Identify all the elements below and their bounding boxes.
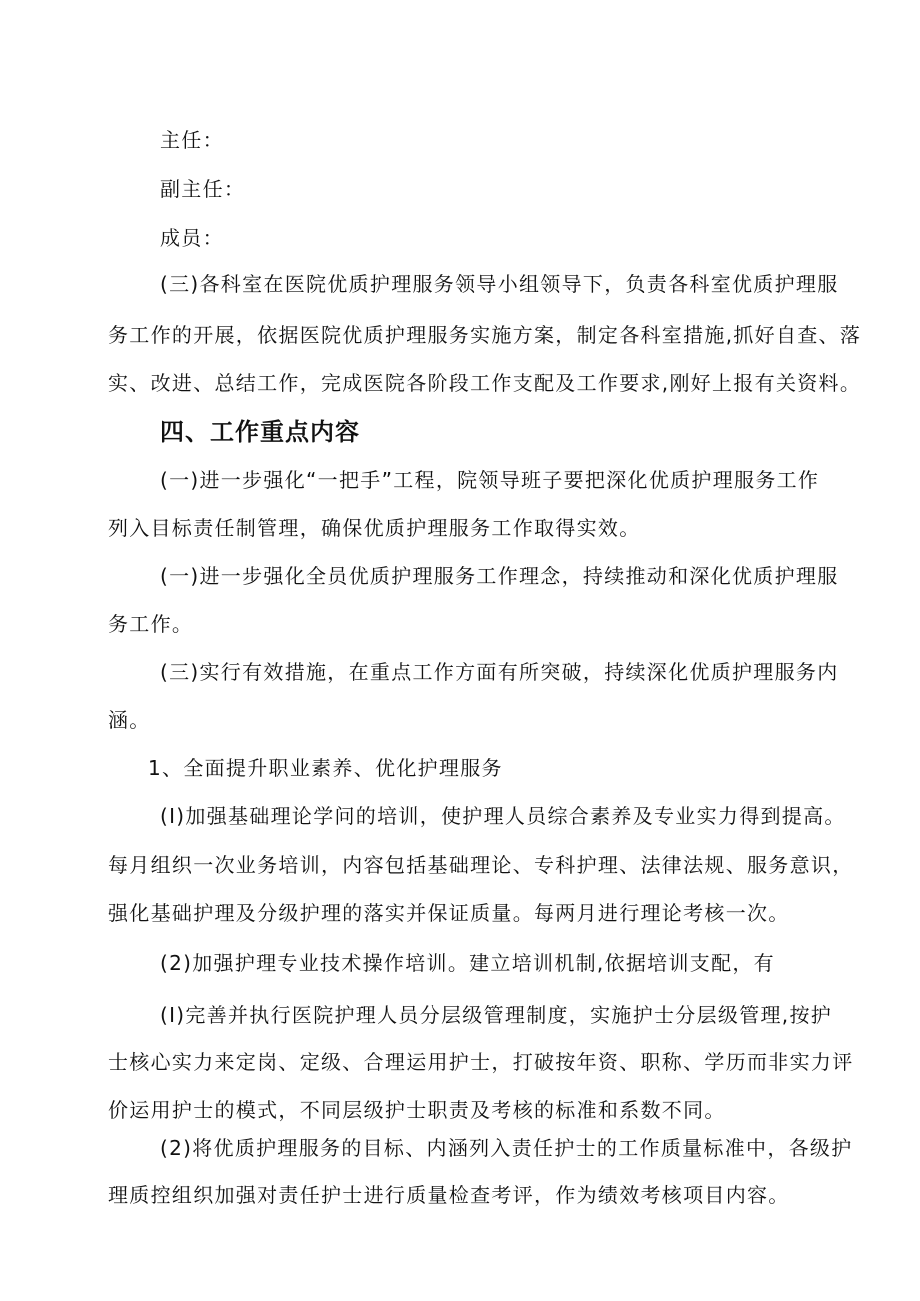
paragraph-line: (2)将优质护理服务的目标、内涵列入责任护士的工作质量标准中，各级护 bbox=[160, 1136, 853, 1160]
paragraph-line: 每月组织一次业务培训，内容包括基础理论、专科护理、法律法规、服务意识， bbox=[108, 853, 854, 877]
paragraph-line: (2)加强护理专业技术操作培训。建立培训机制,依据培训支配，有 bbox=[160, 951, 775, 975]
paragraph-line: 务工作的开展，依据医院优质护理服务实施方案，制定各科室措施,抓好自查、落 bbox=[108, 323, 862, 347]
subsection-title: 1、全面提升职业素养、优化护理服务 bbox=[148, 756, 503, 780]
paragraph-line: 理质控组织加强对责任护士进行质量检查考评，作为绩效考核项目内容。 bbox=[108, 1183, 790, 1207]
paragraph-line: 价运用护士的模式，不同层级护士职责及考核的标准和系数不同。 bbox=[108, 1098, 726, 1122]
paragraph-line: (一)进一步强化全员优质护理服务工作理念，持续推动和深化优质护理服 bbox=[160, 564, 839, 588]
text-line-deputy-director: 副主任： bbox=[160, 177, 246, 201]
paragraph-line: 实、改进、总结工作，完成医院各阶段工作支配及工作要求,刚好上报有关资料。 bbox=[108, 371, 862, 395]
section-heading: 四、工作重点内容 bbox=[160, 418, 360, 446]
paragraph-line: 列入目标责任制管理，确保优质护理服务工作取得实效。 bbox=[108, 516, 641, 540]
paragraph-line: 务工作。 bbox=[108, 612, 194, 636]
paragraph-line: 士核心实力来定岗、定级、合理运用护士，打破按年资、职称、学历而非实力评 bbox=[108, 1050, 854, 1074]
paragraph-line: (一)进一步强化“一把手”工程，院领导班子要把深化优质护理服务工作 bbox=[160, 468, 820, 492]
text-line-director: 主任： bbox=[160, 128, 224, 152]
paragraph-line: (三)实行有效措施，在重点工作方面有所突破，持续深化优质护理服务内 bbox=[160, 660, 839, 684]
paragraph-line: 涵。 bbox=[108, 708, 151, 732]
paragraph-line: (I)完善并执行医院护理人员分层级管理制度，实施护士分层级管理,按护 bbox=[160, 1003, 833, 1027]
paragraph-line: 强化基础护理及分级护理的落实并保证质量。每两月进行理论考核一次。 bbox=[108, 901, 790, 925]
text-line-members: 成员： bbox=[160, 226, 224, 250]
paragraph-line: (I)加强基础理论学问的培训，使护理人员综合素养及专业实力得到提高。 bbox=[160, 804, 846, 828]
paragraph-line: (三)各科室在医院优质护理服务领导小组领导下，负责各科室优质护理服 bbox=[160, 272, 839, 296]
